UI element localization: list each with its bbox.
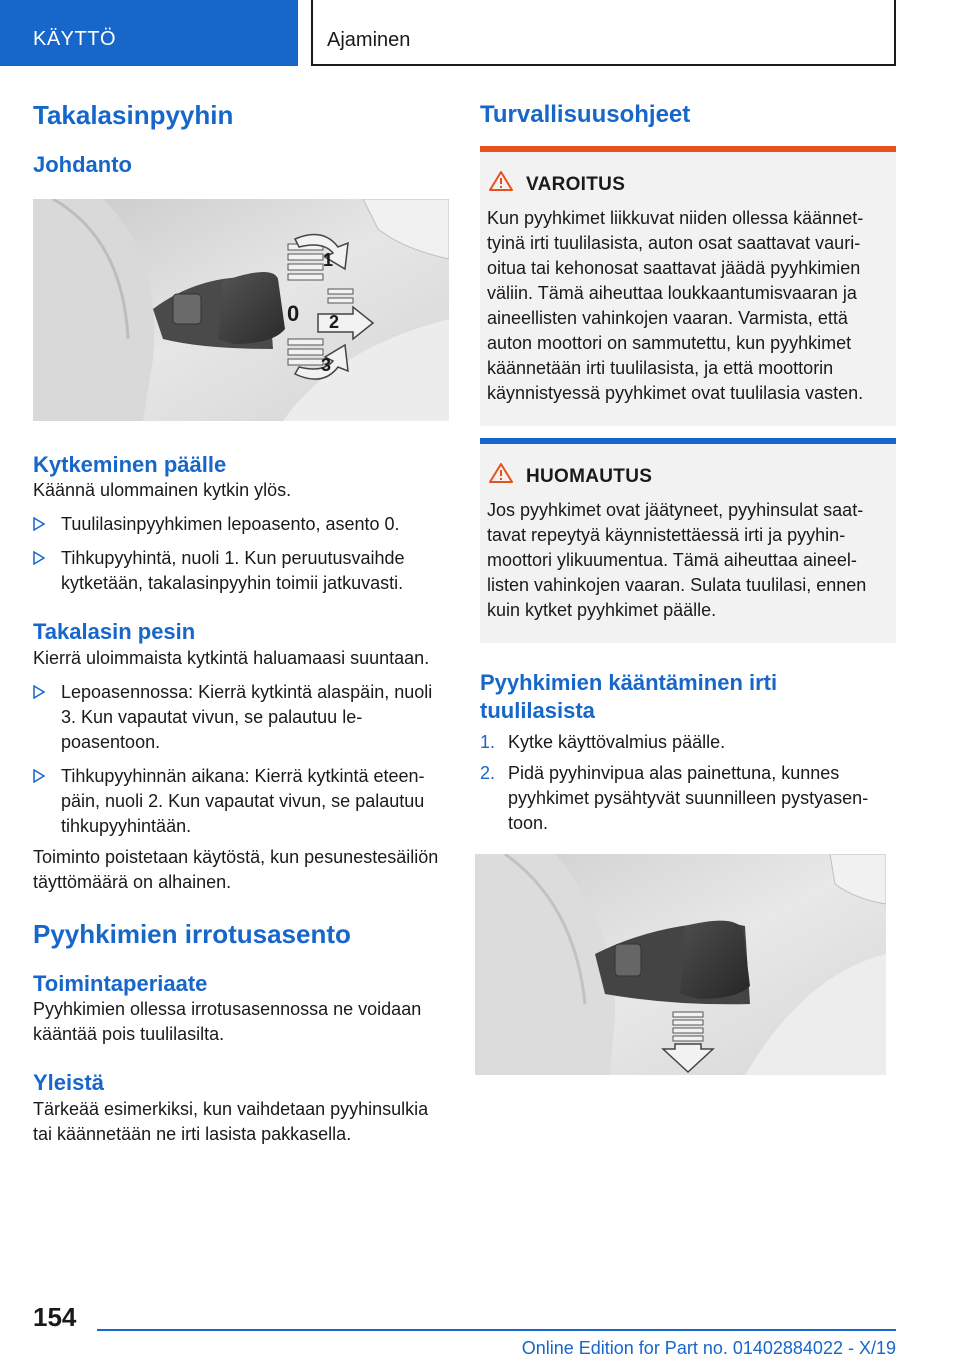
chapter-header (311, 0, 896, 66)
caution-box (480, 438, 896, 643)
step-text: Kytke käyttövalmius päälle. (508, 732, 726, 752)
switch-on-heading: Kytkeminen päälle (33, 451, 227, 477)
page-title: Takalasinpyyhin (33, 100, 234, 130)
washer-list (33, 680, 449, 839)
washer-heading: Takalasin pesin (33, 619, 196, 645)
warning-head (480, 152, 896, 202)
warning-triangle-icon (488, 170, 514, 192)
step-text: Pidä pyyhinvipua alas painettuna, kunnes pyyhkimet pysähtyvät suunnilleen pystyasentoon. (508, 763, 869, 833)
chapter-label: Ajaminen (327, 29, 411, 51)
figure-label-1: 1 (323, 249, 334, 270)
list-item (33, 546, 449, 596)
wiper-switch-illustration (33, 199, 449, 421)
section-tab (0, 0, 298, 66)
switch-on-text: Käännä ulommainen kytkin ylös. (33, 480, 292, 501)
fold-steps (480, 730, 896, 836)
list-item (33, 680, 449, 755)
footer-edition: Online Edition for Part no. 01402884022 - X/19 (521, 1338, 896, 1358)
figure-label-3: 3 (321, 354, 332, 375)
wiper-switch-figure (33, 199, 449, 421)
general-heading: Yleistä (33, 1070, 104, 1096)
general-text: Tärkeää esimerkiksi, kun vaihdetaan pyyhinsulkia tai käännetään ne irti lasista pakkasella. (33, 1098, 429, 1144)
list-item-text: Tuulilasinpyyhkimen lepoasento, asento 0. (61, 514, 400, 535)
figure-label-2: 2 (329, 311, 340, 332)
list-item (33, 512, 449, 537)
triangle-bullet-icon (33, 551, 45, 565)
intro-heading: Johdanto (33, 152, 132, 178)
figure-label-0: 0 (287, 300, 300, 326)
list-item (480, 761, 896, 836)
caution-triangle-icon (488, 462, 514, 484)
right-column (480, 100, 896, 1075)
principle-heading: Toimintaperiaate (33, 970, 208, 996)
list-item-text: Tihkupyyhinnän aikana: Kierrä kytkintä eteenpäin, nuoli 2. Kun vapautat vivun, se palautuu tihkupyyhintään. (61, 765, 425, 836)
washer-note: Toiminto poistetaan käytöstä, kun pesunestesäiliön täyttömäärä on alhainen. (33, 846, 439, 892)
fold-heading: Pyyhkimien kääntäminen irti tuulilasista (480, 670, 778, 723)
list-item-text: Tihkupyyhintä, nuoli 1. Kun peruutusvaihde kytketään, takalasinpyyhin toimii jatkuvasti. (61, 548, 405, 594)
warning-text: Kun pyyhkimet liikkuvat niiden ollessa käännettyinä irti tuulilasista, auton osat saattavat vaurioitua tai kehonosat saattavat jäädä pyyhkimien väliin. Tämä aiheuttaa loukkaantumisvaaran ja aineellisten vahinkojen vaaran. Varmista, että auton moottori on sammutettu, kun pyyhkimet käännetään irti tuulilasista, ja että moottorin käynnistyessä pyyhkimet ovat tuulilasia vasten. (487, 208, 864, 403)
list-item (480, 730, 896, 755)
section-label: KÄYTTÖ (33, 28, 117, 50)
wiper-lever-figure (475, 854, 886, 1075)
principle-text: Pyyhkimien ollessa irrotusasennossa ne voidaan kääntää pois tuulilasilta. (33, 999, 422, 1045)
safety-heading: Turvallisuusohjeet (480, 101, 691, 128)
caution-text: Jos pyyhkimet ovat jäätyneet, pyyhinsulat saattavat repeytyä käynnistettäessä irti ja pyyhinmoottori ylikuumentua. Tämä aiheuttaa aineellisten vahinkojen vaaran. Sulata tuulilasi, ennen kuin kytket pyyhkimet päälle. (487, 500, 867, 620)
washer-text: Kierrä uloimmaista kytkintä haluamaasi suuntaan. (33, 647, 430, 668)
caution-head (480, 444, 896, 494)
step-number: 1. (480, 732, 496, 752)
wiper-lever-illustration (475, 854, 886, 1075)
triangle-bullet-icon (33, 685, 45, 699)
left-column (33, 100, 449, 1147)
warning-label: VAROITUS (526, 174, 626, 195)
service-position-title: Pyyhkimien irrotusasento (33, 918, 351, 949)
caution-label: HUOMAUTUS (526, 466, 653, 487)
list-item (33, 764, 449, 839)
triangle-bullet-icon (33, 517, 45, 531)
step-number: 2. (480, 763, 496, 783)
warning-box (480, 146, 896, 426)
list-item-text: Lepoasennossa: Kierrä kytkintä alaspäin, nuoli 3. Kun vapautat vivun, se palautuu lepoasentoon. (61, 681, 433, 752)
switch-on-list (33, 512, 449, 596)
footer-rule (97, 1329, 896, 1331)
page-number: 154 (33, 1302, 77, 1332)
triangle-bullet-icon (33, 769, 45, 783)
